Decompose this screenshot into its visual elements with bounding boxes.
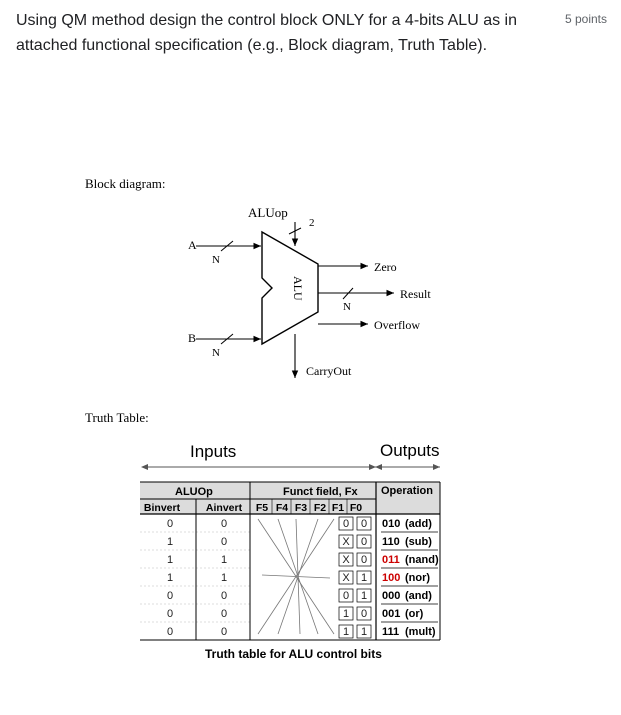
f0-cell: 1 <box>360 626 368 638</box>
f1-cell: 1 <box>342 626 350 638</box>
ainvert-cell: 0 <box>220 608 228 620</box>
table-row <box>140 604 438 622</box>
operation-header: Operation <box>381 485 433 497</box>
outputs-heading: Outputs <box>380 441 440 460</box>
column-header-f2: F2 <box>313 502 327 514</box>
table-caption: Truth table for ALU control bits <box>205 647 382 661</box>
operation-code: 110 <box>382 536 400 548</box>
question-text: Using QM method design the control block ONLY for a 4-bits ALU as in attached functional specification (e.g., Block diagram, Truth Table). <box>16 12 517 54</box>
operation-name: (or) <box>405 608 424 620</box>
truth-table <box>140 441 440 661</box>
operation-name: (mult) <box>405 626 436 638</box>
operation-name: (and) <box>405 590 432 602</box>
overflow-output-label: Overflow <box>374 318 420 332</box>
binvert-cell: 0 <box>166 590 174 602</box>
table-row <box>140 568 438 586</box>
inputs-heading: Inputs <box>190 442 237 461</box>
points-label: 5 points <box>564 12 607 26</box>
f1-cell: 0 <box>342 590 350 602</box>
operation-code: 011 <box>382 554 400 566</box>
operation-code: 100 <box>382 572 401 584</box>
column-header-f1: F1 <box>331 502 345 514</box>
a-input-label: A <box>188 238 197 252</box>
carryout-output-label: CarryOut <box>306 364 352 378</box>
result-output-label: Result <box>400 287 431 301</box>
aluop-label: ALUop <box>248 205 288 220</box>
aluop-width-label: 2 <box>309 217 315 229</box>
zero-output-label: Zero <box>374 260 397 274</box>
column-header-f0: F0 <box>349 502 363 514</box>
f1-cell: X <box>342 554 350 566</box>
ainvert-cell: 1 <box>220 572 228 584</box>
operation-name: (sub) <box>405 536 432 548</box>
operation-code: 010 <box>382 518 401 530</box>
f0-cell: 0 <box>360 608 368 620</box>
f1-cell: X <box>342 572 350 584</box>
funct-header: Funct field, Fx <box>283 486 358 498</box>
result-width-label: N <box>343 301 351 313</box>
ainvert-cell: 0 <box>220 590 228 602</box>
truth-table-label: Truth Table: <box>85 410 149 425</box>
f0-cell: 1 <box>360 590 368 602</box>
column-header-binvert: Binvert <box>143 502 181 514</box>
column-header-ainvert: Ainvert <box>205 502 243 514</box>
alu-label: ALU <box>291 276 305 301</box>
binvert-cell: 0 <box>166 626 174 638</box>
binvert-cell: 1 <box>166 536 174 548</box>
f0-cell: 0 <box>360 536 368 548</box>
ainvert-cell: 0 <box>220 536 228 548</box>
table-row <box>167 517 438 532</box>
f1-cell: 1 <box>342 608 350 620</box>
table-row <box>140 622 438 640</box>
ainvert-cell: 0 <box>220 626 228 638</box>
operation-code: 111 <box>382 626 400 638</box>
binvert-cell: 0 <box>166 518 174 530</box>
alu-shape <box>262 232 318 344</box>
alu-block-diagram <box>188 205 431 378</box>
b-input-label: B <box>188 331 197 345</box>
operation-name: (add) <box>405 518 432 530</box>
operation-code: 001 <box>382 608 401 620</box>
f0-cell: 0 <box>360 518 368 530</box>
ainvert-cell: 1 <box>220 554 228 566</box>
ainvert-cell: 0 <box>220 518 228 530</box>
f1-cell: 0 <box>342 518 350 530</box>
operation-code: 000 <box>382 590 401 602</box>
f0-cell: 1 <box>360 572 368 584</box>
a-width-label: N <box>212 254 220 266</box>
operation-name: (nand) <box>405 554 439 566</box>
aluop-header: ALUOp <box>175 486 213 498</box>
f1-cell: X <box>342 536 350 548</box>
binvert-cell: 1 <box>166 572 174 584</box>
binvert-cell: 1 <box>166 554 174 566</box>
column-header-f4: F4 <box>275 502 289 514</box>
dont-care-lines <box>258 519 334 634</box>
column-header-f5: F5 <box>255 502 269 514</box>
column-header-f3: F3 <box>294 502 308 514</box>
f0-cell: 0 <box>360 554 368 566</box>
block-diagram-label: Block diagram: <box>85 176 166 191</box>
table-row <box>140 532 438 550</box>
binvert-cell: 0 <box>166 608 174 620</box>
operation-name: (nor) <box>405 572 431 584</box>
b-width-label: N <box>212 347 220 359</box>
